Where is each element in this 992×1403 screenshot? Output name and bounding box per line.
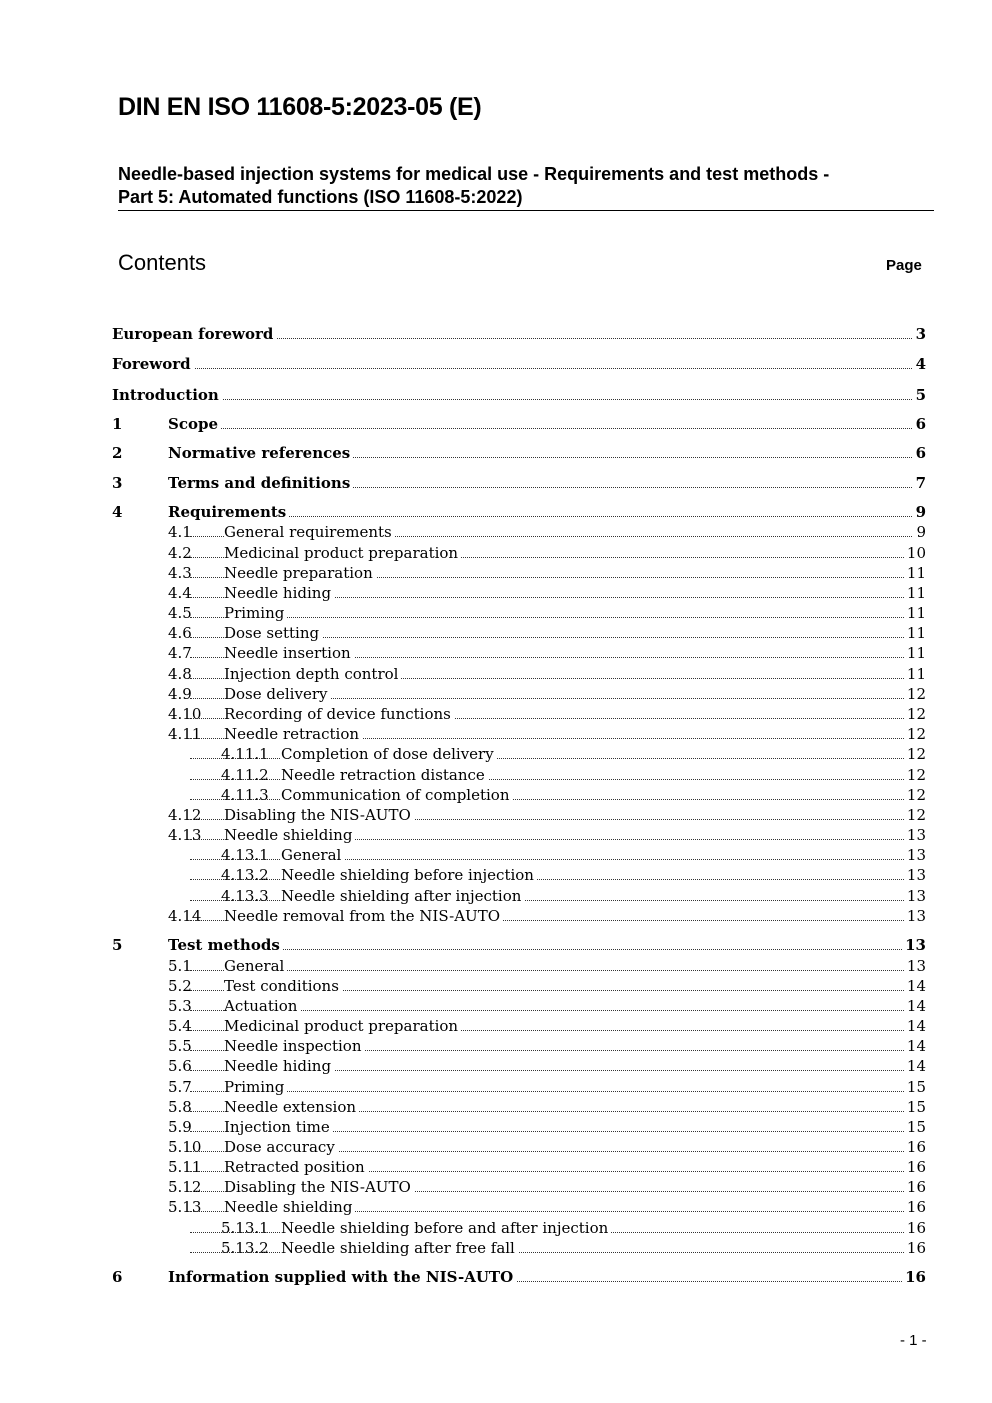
toc-dot-leader bbox=[190, 617, 922, 618]
toc-entry-title: Medicinal product preparation bbox=[224, 543, 461, 563]
toc-entry-page: 16 bbox=[904, 1137, 926, 1157]
toc-entry[interactable] bbox=[0, 1238, 992, 1258]
toc-entry-page: 9 bbox=[913, 522, 926, 542]
toc-entry[interactable] bbox=[0, 1016, 992, 1036]
toc-entry[interactable] bbox=[0, 865, 992, 885]
toc-entry-title: Scope bbox=[168, 414, 221, 434]
toc-entry-title: Dose accuracy bbox=[224, 1137, 338, 1157]
toc-entry-page: 14 bbox=[904, 1056, 926, 1076]
toc-entry-number: 5.6 bbox=[168, 1057, 192, 1075]
toc-entry-page: 10 bbox=[904, 543, 926, 563]
toc-entry-number: 4.8 bbox=[168, 665, 192, 683]
toc-entry-title: Needle shielding bbox=[224, 1197, 355, 1217]
toc-entry[interactable] bbox=[0, 623, 992, 643]
toc-entry-page: 11 bbox=[904, 583, 926, 603]
toc-entry-title: Needle insertion bbox=[224, 643, 354, 663]
toc-entry-number: 4.10 bbox=[168, 705, 202, 723]
toc-entry[interactable] bbox=[0, 906, 992, 926]
document-id: DIN EN ISO 11608-5:2023-05 (E) bbox=[118, 93, 482, 121]
toc-dot-leader bbox=[190, 516, 922, 517]
toc-entry-page: 5 bbox=[913, 385, 926, 405]
page-column-heading: Page bbox=[886, 257, 922, 274]
toc-entry-page: 15 bbox=[904, 1097, 926, 1117]
toc-entry-number: 4 bbox=[112, 503, 123, 521]
toc-entry-number: 4.2 bbox=[168, 544, 192, 562]
toc-entry-title: Needle shielding after free fall bbox=[281, 1238, 518, 1258]
toc-entry-page: 12 bbox=[904, 724, 926, 744]
toc-entry[interactable] bbox=[0, 473, 992, 493]
toc-entry-number: 4.7 bbox=[168, 644, 192, 662]
toc-dot-leader bbox=[190, 338, 922, 339]
toc-dot-leader bbox=[190, 428, 922, 429]
toc-entry-number: 4.11.3 bbox=[221, 786, 269, 804]
toc-entry-page: 13 bbox=[902, 935, 926, 955]
subtitle-line-2: Part 5: Automated functions (ISO 11608-5:2022) bbox=[118, 187, 523, 207]
toc-entry-title: Requirements bbox=[168, 502, 289, 522]
toc-entry-page: 14 bbox=[904, 976, 926, 996]
toc-entry[interactable] bbox=[0, 354, 992, 374]
toc-entry[interactable] bbox=[0, 805, 992, 825]
toc-entry-number: 5.10 bbox=[168, 1138, 202, 1156]
toc-entry-title: Normative references bbox=[168, 443, 353, 463]
toc-entry-title: Dose setting bbox=[224, 623, 322, 643]
toc-entry-title: General requirements bbox=[224, 522, 395, 542]
toc-entry-page: 7 bbox=[913, 473, 926, 493]
toc-entry-number: 5.2 bbox=[168, 977, 192, 995]
toc-entry[interactable] bbox=[0, 664, 992, 684]
toc-entry[interactable] bbox=[0, 1267, 992, 1287]
toc-entry-page: 11 bbox=[904, 603, 926, 623]
toc-entry-number: 5.8 bbox=[168, 1098, 192, 1116]
toc-entry[interactable] bbox=[0, 684, 992, 704]
toc-entry[interactable] bbox=[0, 443, 992, 463]
toc-entry-title: Disabling the NIS-AUTO bbox=[224, 805, 414, 825]
toc-entry[interactable] bbox=[0, 643, 992, 663]
toc-entry-number: 5.3 bbox=[168, 997, 192, 1015]
toc-entry-title: Needle retraction distance bbox=[281, 765, 488, 785]
toc-entry-page: 14 bbox=[904, 1036, 926, 1056]
toc-entry-title: Needle preparation bbox=[224, 563, 376, 583]
toc-entry-page: 16 bbox=[904, 1218, 926, 1238]
toc-entry-number: 4.5 bbox=[168, 604, 192, 622]
toc-entry-page: 11 bbox=[904, 664, 926, 684]
toc-entry-title: Needle hiding bbox=[224, 1056, 334, 1076]
contents-heading: Contents bbox=[118, 250, 207, 275]
toc-entry-number: 5.13.2 bbox=[221, 1239, 269, 1257]
toc-entry-page: 13 bbox=[904, 956, 926, 976]
toc-entry-number: 4.13.3 bbox=[221, 887, 269, 905]
toc-entry-number: 2 bbox=[112, 444, 123, 462]
toc-entry-number: 5.12 bbox=[168, 1178, 202, 1196]
toc-entry-number: 4.11 bbox=[168, 725, 202, 743]
toc-entry[interactable] bbox=[0, 543, 992, 563]
toc-entry-title: Injection time bbox=[224, 1117, 333, 1137]
toc-entry-page: 13 bbox=[904, 886, 926, 906]
toc-entry-number: 5.9 bbox=[168, 1118, 192, 1136]
toc-entry-number: 4.13 bbox=[168, 826, 202, 844]
toc-entry-title: General bbox=[281, 845, 344, 865]
toc-entry-number: 4.9 bbox=[168, 685, 192, 703]
toc-entry[interactable] bbox=[0, 603, 992, 623]
toc-entry-title: European foreword bbox=[112, 324, 276, 344]
toc-entry-title: Needle retraction bbox=[224, 724, 362, 744]
toc-entry-title: Disabling the NIS-AUTO bbox=[224, 1177, 414, 1197]
toc-entry[interactable] bbox=[0, 765, 992, 785]
toc-entry-page: 14 bbox=[904, 996, 926, 1016]
toc-entry[interactable] bbox=[0, 1036, 992, 1056]
toc-entry[interactable] bbox=[0, 502, 992, 522]
toc-entry-page: 13 bbox=[904, 825, 926, 845]
toc-entry-page: 12 bbox=[904, 684, 926, 704]
toc-entry-title: Information supplied with the NIS-AUTO bbox=[168, 1267, 516, 1287]
toc-entry-number: 4.6 bbox=[168, 624, 192, 642]
toc-dot-leader bbox=[190, 1091, 922, 1092]
toc-entry-number: 5.13 bbox=[168, 1198, 202, 1216]
toc-entry-page: 4 bbox=[913, 354, 926, 374]
toc-entry-number: 4.13.2 bbox=[221, 866, 269, 884]
toc-entry-page: 16 bbox=[902, 1267, 926, 1287]
toc-entry-page: 15 bbox=[904, 1077, 926, 1097]
toc-entry[interactable] bbox=[0, 563, 992, 583]
toc-entry[interactable] bbox=[0, 845, 992, 865]
toc-entry-number: 4.1 bbox=[168, 523, 192, 541]
toc-entry-title: Medicinal product preparation bbox=[224, 1016, 461, 1036]
toc-entry-title: Test conditions bbox=[224, 976, 342, 996]
toc-entry-page: 16 bbox=[904, 1157, 926, 1177]
toc-entry-title: Priming bbox=[224, 603, 287, 623]
toc-entry-page: 9 bbox=[913, 502, 926, 522]
toc-entry-page: 12 bbox=[904, 744, 926, 764]
toc-entry-number: 1 bbox=[112, 415, 123, 433]
toc-entry[interactable] bbox=[0, 1077, 992, 1097]
toc-entry[interactable] bbox=[0, 744, 992, 764]
toc-entry-page: 6 bbox=[913, 414, 926, 434]
toc-entry-title: Foreword bbox=[112, 354, 194, 374]
toc-entry-page: 13 bbox=[904, 845, 926, 865]
toc-entry[interactable] bbox=[0, 1117, 992, 1137]
toc-entry-number: 4.14 bbox=[168, 907, 202, 925]
toc-entry-title: Terms and definitions bbox=[168, 473, 353, 493]
subtitle-line-1: Needle-based injection systems for medical use - Requirements and test methods - bbox=[118, 164, 830, 184]
toc-entry-title: Needle shielding before injection bbox=[281, 865, 537, 885]
toc-entry[interactable] bbox=[0, 1137, 992, 1157]
toc-entry-page: 12 bbox=[904, 785, 926, 805]
toc-entry-title: General bbox=[224, 956, 287, 976]
toc-entry-number: 5.11 bbox=[168, 1158, 202, 1176]
toc-entry-page: 11 bbox=[904, 643, 926, 663]
toc-entry-number: 4.11.2 bbox=[221, 766, 269, 784]
toc-entry-title: Introduction bbox=[112, 385, 222, 405]
toc-entry-page: 12 bbox=[904, 704, 926, 724]
toc-entry-page: 11 bbox=[904, 563, 926, 583]
toc-entry-number: 5.4 bbox=[168, 1017, 192, 1035]
toc-entry-title: Communication of completion bbox=[281, 785, 513, 805]
toc-entry-title: Needle inspection bbox=[224, 1036, 364, 1056]
toc-entry-number: 5.5 bbox=[168, 1037, 192, 1055]
toc-entry-number: 5.13.1 bbox=[221, 1219, 269, 1237]
toc-entry-page: 6 bbox=[913, 443, 926, 463]
toc-entry-title: Retracted position bbox=[224, 1157, 368, 1177]
toc-entry-page: 3 bbox=[913, 324, 926, 344]
toc-dot-leader bbox=[190, 368, 922, 369]
toc-entry-number: 3 bbox=[112, 474, 123, 492]
toc-entry-title: Injection depth control bbox=[224, 664, 401, 684]
toc-entry-title: Needle hiding bbox=[224, 583, 334, 603]
toc-entry-number: 4.3 bbox=[168, 564, 192, 582]
toc-entry[interactable] bbox=[0, 724, 992, 744]
toc-entry[interactable] bbox=[0, 1197, 992, 1217]
toc-entry-number: 4.13.1 bbox=[221, 846, 269, 864]
toc-entry-title: Test methods bbox=[168, 935, 283, 955]
toc-entry[interactable] bbox=[0, 1157, 992, 1177]
toc-entry[interactable] bbox=[0, 414, 992, 434]
toc-entry[interactable] bbox=[0, 385, 992, 405]
toc-entry-title: Needle shielding before and after injection bbox=[281, 1218, 611, 1238]
toc-entry-number: 4.11.1 bbox=[221, 745, 269, 763]
toc-dot-leader bbox=[190, 970, 922, 971]
toc-dot-leader bbox=[190, 949, 922, 950]
toc-entry-page: 12 bbox=[904, 805, 926, 825]
toc-entry-page: 16 bbox=[904, 1238, 926, 1258]
toc-entry[interactable] bbox=[0, 935, 992, 955]
toc-dot-leader bbox=[190, 399, 922, 400]
toc-entry-title: Needle removal from the NIS-AUTO bbox=[224, 906, 503, 926]
toc-entry-title: Recording of device functions bbox=[224, 704, 454, 724]
page-number: - 1 - bbox=[900, 1332, 927, 1349]
toc-entry-number: 4.12 bbox=[168, 806, 202, 824]
toc-entry-number: 6 bbox=[112, 1268, 123, 1286]
toc-entry-page: 11 bbox=[904, 623, 926, 643]
toc-entry[interactable] bbox=[0, 583, 992, 603]
toc-entry-page: 12 bbox=[904, 765, 926, 785]
toc-entry[interactable] bbox=[0, 1056, 992, 1076]
toc-entry[interactable] bbox=[0, 886, 992, 906]
toc-entry[interactable] bbox=[0, 956, 992, 976]
toc-entry-number: 4.4 bbox=[168, 584, 192, 602]
toc-entry-title: Needle extension bbox=[224, 1097, 359, 1117]
toc-entry-page: 14 bbox=[904, 1016, 926, 1036]
toc-entry-title: Dose delivery bbox=[224, 684, 330, 704]
toc-entry-number: 5 bbox=[112, 936, 123, 954]
toc-entry[interactable] bbox=[0, 1177, 992, 1197]
toc-entry[interactable] bbox=[0, 996, 992, 1016]
toc-entry[interactable] bbox=[0, 324, 992, 344]
toc-entry-page: 16 bbox=[904, 1177, 926, 1197]
toc-entry[interactable] bbox=[0, 522, 992, 542]
toc-entry-page: 15 bbox=[904, 1117, 926, 1137]
toc-entry-page: 13 bbox=[904, 906, 926, 926]
toc-entry-title: Actuation bbox=[224, 996, 300, 1016]
toc-entry[interactable] bbox=[0, 704, 992, 724]
toc-entry[interactable] bbox=[0, 785, 992, 805]
toc-entry-page: 13 bbox=[904, 865, 926, 885]
toc-entry-number: 5.7 bbox=[168, 1078, 192, 1096]
toc-entry-title: Needle shielding after injection bbox=[281, 886, 524, 906]
toc-entry[interactable] bbox=[0, 825, 992, 845]
toc-entry-page: 16 bbox=[904, 1197, 926, 1217]
toc-entry[interactable] bbox=[0, 976, 992, 996]
toc-entry-number: 5.1 bbox=[168, 957, 192, 975]
toc-entry[interactable] bbox=[0, 1218, 992, 1238]
toc-entry-title: Priming bbox=[224, 1077, 287, 1097]
toc-entry-title: Completion of dose delivery bbox=[281, 744, 497, 764]
toc-entry-title: Needle shielding bbox=[224, 825, 355, 845]
toc-entry[interactable] bbox=[0, 1097, 992, 1117]
